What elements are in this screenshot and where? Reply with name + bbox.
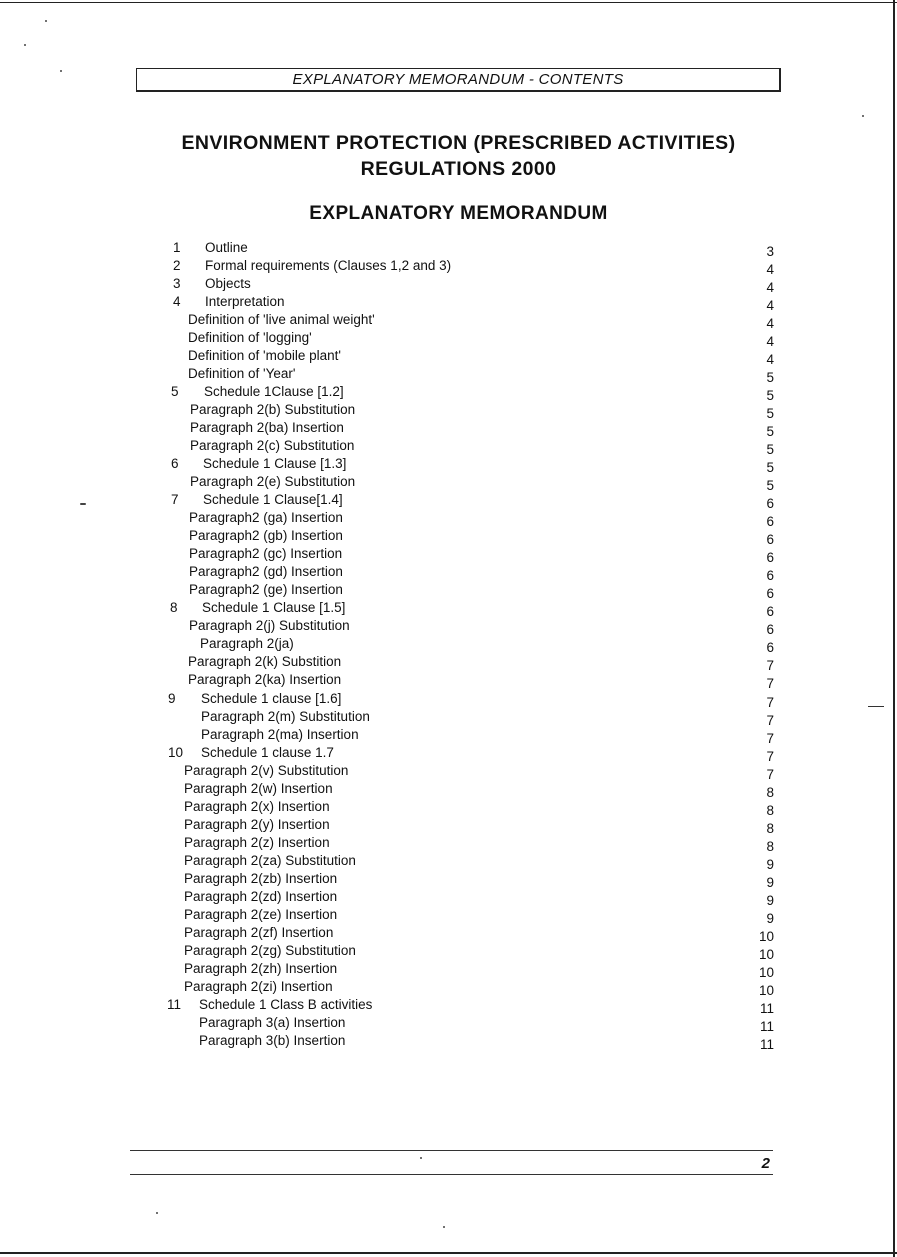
toc-entry-label: Paragraph 3(b) Insertion [199,1032,346,1048]
toc-entry-page: 7 [766,694,774,710]
toc-entry [0,383,897,404]
toc-entry-label: Paragraph 2(y) Insertion [184,816,330,832]
toc-entry-page: 5 [766,370,774,386]
toc-entry-page: 10 [758,964,774,980]
toc-entry-label: Paragraph 2(za) Substitution [184,852,356,868]
toc-entry-label: Paragraph2 (gc) Insertion [189,546,343,562]
toc-entry [0,671,897,692]
toc-entry-page: 6 [766,640,774,656]
toc-entry-label: Paragraph 2(c) Substitution [190,438,355,454]
toc-entry-page: 10 [758,946,774,962]
toc-entry-page: 6 [766,514,774,530]
toc-entry-label: Schedule 1 clause [1.6] [201,690,342,706]
toc-entry-page: 10 [758,928,774,944]
toc-entry-page: 8 [766,784,774,800]
toc-entry [0,329,897,350]
toc-entry [0,690,897,708]
toc-entry-label: Paragraph 2(e) Substitution [190,474,356,490]
toc-entry [0,455,897,476]
toc-entry-number: 10 [168,744,184,760]
toc-entry [0,617,897,638]
toc-entry [0,816,897,834]
toc-entry-label: Paragraph 2(zi) Insertion [184,978,333,994]
toc-entry [0,978,897,996]
toc-entry-number: 4 [173,294,181,310]
toc-entry-page: 5 [766,478,774,494]
toc-entry-label: Paragraph2 (gd) Insertion [189,564,343,580]
toc-entry-page: 7 [766,766,774,782]
toc-entry-label: Definition of 'live animal weight' [188,312,375,328]
toc-entry [0,996,897,1014]
toc-entry-label: Paragraph2 (gb) Insertion [189,528,343,544]
toc-entry [0,419,897,440]
toc-entry-page: 3 [766,244,774,259]
toc-entry-page: 6 [766,586,774,602]
toc-entry [0,780,897,798]
toc-entry [0,834,897,852]
toc-entry-page: 5 [766,424,774,440]
toc-entry [0,563,897,584]
toc-entry-page: 7 [766,730,774,746]
toc-entry-page: 6 [766,550,774,566]
toc-entry-page: 5 [766,442,774,458]
toc-entry [0,491,897,512]
toc-entry-label: Schedule 1 Clause [1.3] [203,456,347,472]
toc-entry-number: 1 [173,240,181,255]
toc-entry-label: Formal requirements (Clauses 1,2 and 3) [205,258,452,274]
toc-entry-number: 7 [171,492,179,508]
toc-entry-label: Schedule 1 Clause[1.4] [203,492,343,508]
toc-entry-label: Objects [205,276,251,292]
toc-entry-page: 4 [766,352,774,368]
toc-entry [0,852,897,870]
toc-entry [0,257,897,278]
toc-entry-page: 8 [766,802,774,818]
toc-entry-label: Paragraph 2(ma) Insertion [201,726,359,742]
toc-entry-label: Paragraph 2(ka) Insertion [188,672,342,688]
scan-speck [420,1157,422,1159]
toc-entry-label: Definition of 'Year' [188,366,296,382]
toc-entry-label: Definition of 'logging' [188,330,312,346]
toc-entry-page: 9 [766,856,774,872]
toc-entry-label: Schedule 1Clause [1.2] [204,384,344,400]
toc-entry-label: Paragraph 2(j) Substitution [189,618,350,634]
toc-entry-page: 9 [766,910,774,926]
toc-entry-page: 7 [766,748,774,764]
toc-entry-number: 8 [170,600,178,616]
toc-entry-page: 7 [766,712,774,728]
toc-entry-page: 11 [759,1000,774,1016]
toc-entry-label: Definition of 'mobile plant' [188,348,341,364]
toc-entry [0,924,897,942]
toc-entry [0,726,897,744]
toc-entry [0,762,897,780]
footer-rule-bottom [130,1174,773,1175]
toc-entry-page: 5 [766,388,774,404]
scan-speck [443,1226,445,1228]
toc-entry [0,527,897,548]
toc-entry-number: 2 [173,258,181,274]
contents-banner: EXPLANATORY MEMORANDUM - CONTENTS [136,68,781,92]
page-bottom-edge [0,1252,897,1254]
toc-entry [0,870,897,888]
document-subtitle: EXPLANATORY MEMORANDUM [309,203,608,224]
toc-entry [0,798,897,816]
toc-entry-number: 11 [167,996,182,1012]
toc-entry-page: 4 [766,316,774,332]
scan-speck [80,503,86,505]
toc-entry-page: 6 [766,622,774,638]
toc-entry-page: 6 [766,604,774,620]
toc-entry-label: Paragraph 2(x) Insertion [184,798,330,814]
toc-entry-label: Paragraph 3(a) Insertion [199,1014,346,1030]
toc-entry [0,509,897,530]
toc-entry-number: 9 [168,690,176,706]
toc-entry-page: 7 [766,658,774,674]
toc-entry-page: 8 [766,838,774,854]
toc-entry-label: Paragraph 2(m) Substitution [201,708,370,724]
document-title-line-1: ENVIRONMENT PROTECTION (PRESCRIBED ACTIVITIES) [181,132,736,154]
toc-entry-page: 7 [766,676,774,692]
footer-rule-top [130,1150,773,1151]
toc-entry [0,653,897,674]
scan-speck [60,70,62,72]
toc-entry-page: 11 [759,1018,774,1034]
toc-entry-page: 4 [766,298,774,314]
toc-entry [0,437,897,458]
toc-entry-label: Paragraph 2(zb) Insertion [184,870,338,886]
toc-entry [0,275,897,296]
toc-entry-page: 4 [766,280,774,296]
toc-entry [0,1014,897,1032]
toc-entry [0,960,897,978]
scan-speck [45,20,47,22]
toc-entry-label: Paragraph 2(ze) Insertion [184,906,338,922]
toc-entry-page: 6 [766,568,774,584]
toc-entry [0,599,897,620]
toc-entry [0,888,897,906]
scan-speck [24,44,26,46]
document-title-line-2: REGULATIONS 2000 [360,158,557,180]
toc-entry-page: 5 [766,460,774,476]
toc-entry [0,545,897,566]
toc-entry-number: 3 [173,276,181,292]
toc-entry [0,1032,897,1050]
toc-entry [0,239,897,257]
toc-entry-page: 10 [758,982,774,998]
toc-entry-label: Schedule 1 Clause [1.5] [202,600,346,616]
toc-entry-page: 5 [766,406,774,422]
toc-entry-label: Paragraph 2(v) Substitution [184,762,349,778]
toc-entry-label: Schedule 1 Class B activities [199,996,373,1012]
footer-page-number: 2 [761,1155,770,1172]
toc-entry-page: 6 [766,532,774,548]
page-top-edge [0,2,897,3]
toc-entry [0,635,897,656]
toc-entry-label: Paragraph 2(w) Insertion [184,780,333,796]
toc-entry-page: 9 [766,892,774,908]
toc-entry [0,365,897,386]
toc-entry-label: Paragraph 2(ja) [200,636,294,652]
toc-entry-label: Paragraph 2(z) Insertion [184,834,330,850]
toc-entry-label: Paragraph2 (ga) Insertion [189,510,343,526]
toc-entry-label: Paragraph 2(zg) Substitution [184,942,356,958]
toc-entry-page: 8 [766,820,774,836]
toc-entry-page: 6 [766,496,774,512]
scan-mark [868,706,884,707]
toc-entry [0,708,897,726]
toc-entry-label: Paragraph 2(zh) Insertion [184,960,338,976]
toc-entry [0,401,897,422]
toc-entry-label: Paragraph 2(b) Substitution [190,402,356,418]
toc-entry [0,347,897,368]
toc-entry-label: Interpretation [205,294,285,310]
toc-entry-label: Paragraph2 (ge) Insertion [189,582,343,598]
toc-entry-label: Paragraph 2(ba) Insertion [190,420,344,436]
toc-entry-label: Paragraph 2(zf) Insertion [184,924,334,940]
toc-entry [0,906,897,924]
toc-entry-number: 5 [171,384,179,400]
toc-entry [0,293,897,314]
toc-entry-page: 9 [766,874,774,890]
toc-entry [0,311,897,332]
toc-entry [0,744,897,762]
scan-speck [862,115,864,117]
toc-entry [0,473,897,494]
toc-entry-number: 6 [171,456,179,472]
toc-entry-page: 4 [766,334,774,350]
toc-entry-label: Paragraph 2(k) Substition [188,654,342,670]
toc-entry-page: 11 [759,1036,774,1052]
scan-speck [156,1212,158,1214]
toc-entry-label: Schedule 1 clause 1.7 [201,744,334,760]
toc-entry [0,942,897,960]
toc-entry-label: Outline [205,240,248,255]
toc-entry [0,581,897,602]
toc-entry-page: 4 [766,262,774,278]
toc-entry-label: Paragraph 2(zd) Insertion [184,888,338,904]
